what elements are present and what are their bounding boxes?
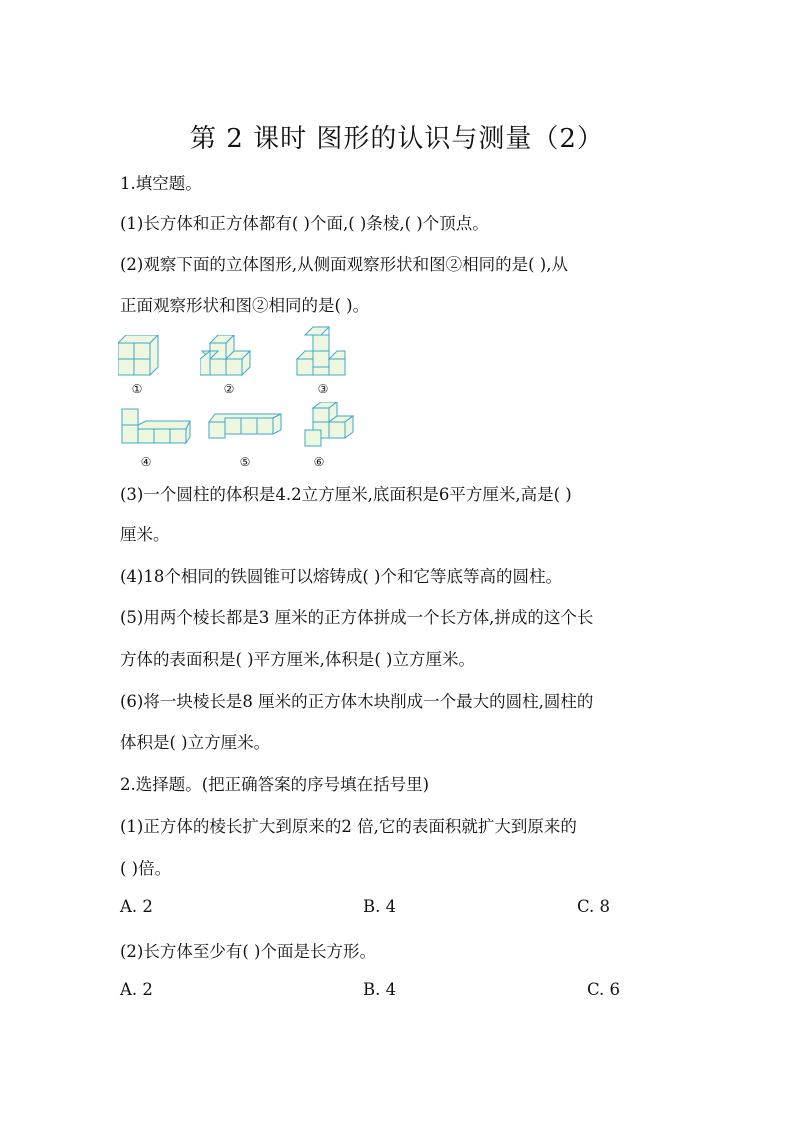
question-2-1-line-1: (1)正方体的棱长扩大到原来的2 倍,它的表面积就扩大到原来的 [120, 817, 577, 836]
figure-6-cubes [301, 402, 359, 450]
figure-1-cubes [118, 335, 170, 383]
question-1-1: (1)长方体和正方体都有( )个面,( )条棱,( )个顶点。 [120, 214, 489, 233]
figure-4-label: ④ [140, 455, 152, 469]
option-2-2-a: A. 2 [120, 980, 153, 999]
question-1-5-line-2: 方体的表面积是( )平方厘米,体积是( )立方厘米。 [120, 650, 475, 669]
question-1-2-line-1: (2)观察下面的立体图形,从侧面观察形状和图②相同的是( ),从 [120, 255, 568, 274]
figure-2-cubes [200, 335, 260, 383]
option-2-1-a: A. 2 [120, 897, 153, 916]
section-2-heading: 2.选择题。(把正确答案的序号填在括号里) [120, 775, 430, 794]
figure-3-label: ③ [317, 382, 329, 396]
question-1-4: (4)18个相同的铁圆锥可以熔铸成( )个和它等底等高的圆柱。 [120, 567, 562, 586]
option-2-1-b: B. 4 [363, 897, 397, 916]
option-2-2-b: B. 4 [363, 980, 397, 999]
question-2-2: (2)长方体至少有( )个面是长方形。 [120, 942, 376, 961]
figure-5-cubes [207, 410, 287, 444]
section-1-heading: 1.填空题。 [120, 174, 202, 193]
figure-3-cubes [295, 325, 351, 383]
page-title: 第 2 课时 图形的认识与测量（2） [190, 124, 604, 154]
question-1-6-line-2: 体积是( )立方厘米。 [120, 733, 271, 752]
question-1-6-line-1: (6)将一块棱长是8 厘米的正方体木块削成一个最大的圆柱,圆柱的 [120, 692, 594, 711]
figure-4-cubes [118, 405, 194, 447]
question-2-1-line-2: ( )倍。 [120, 859, 172, 878]
figure-5-label: ⑤ [239, 455, 251, 469]
figure-6-label: ⑥ [313, 455, 325, 469]
option-2-1-c: C. 8 [577, 897, 611, 916]
question-1-3-line-1: (3)一个圆柱的体积是4.2立方厘米,底面积是6平方厘米,高是( ) [120, 485, 572, 504]
option-2-2-c: C. 6 [587, 980, 621, 999]
figure-1-label: ① [131, 382, 143, 396]
question-1-5-line-1: (5)用两个棱长都是3 厘米的正方体拼成一个长方体,拼成的这个长 [120, 608, 594, 627]
question-1-2-line-2: 正面观察形状和图②相同的是( )。 [120, 296, 370, 315]
figure-2-label: ② [223, 382, 235, 396]
question-1-3-line-2: 厘米。 [120, 525, 170, 544]
